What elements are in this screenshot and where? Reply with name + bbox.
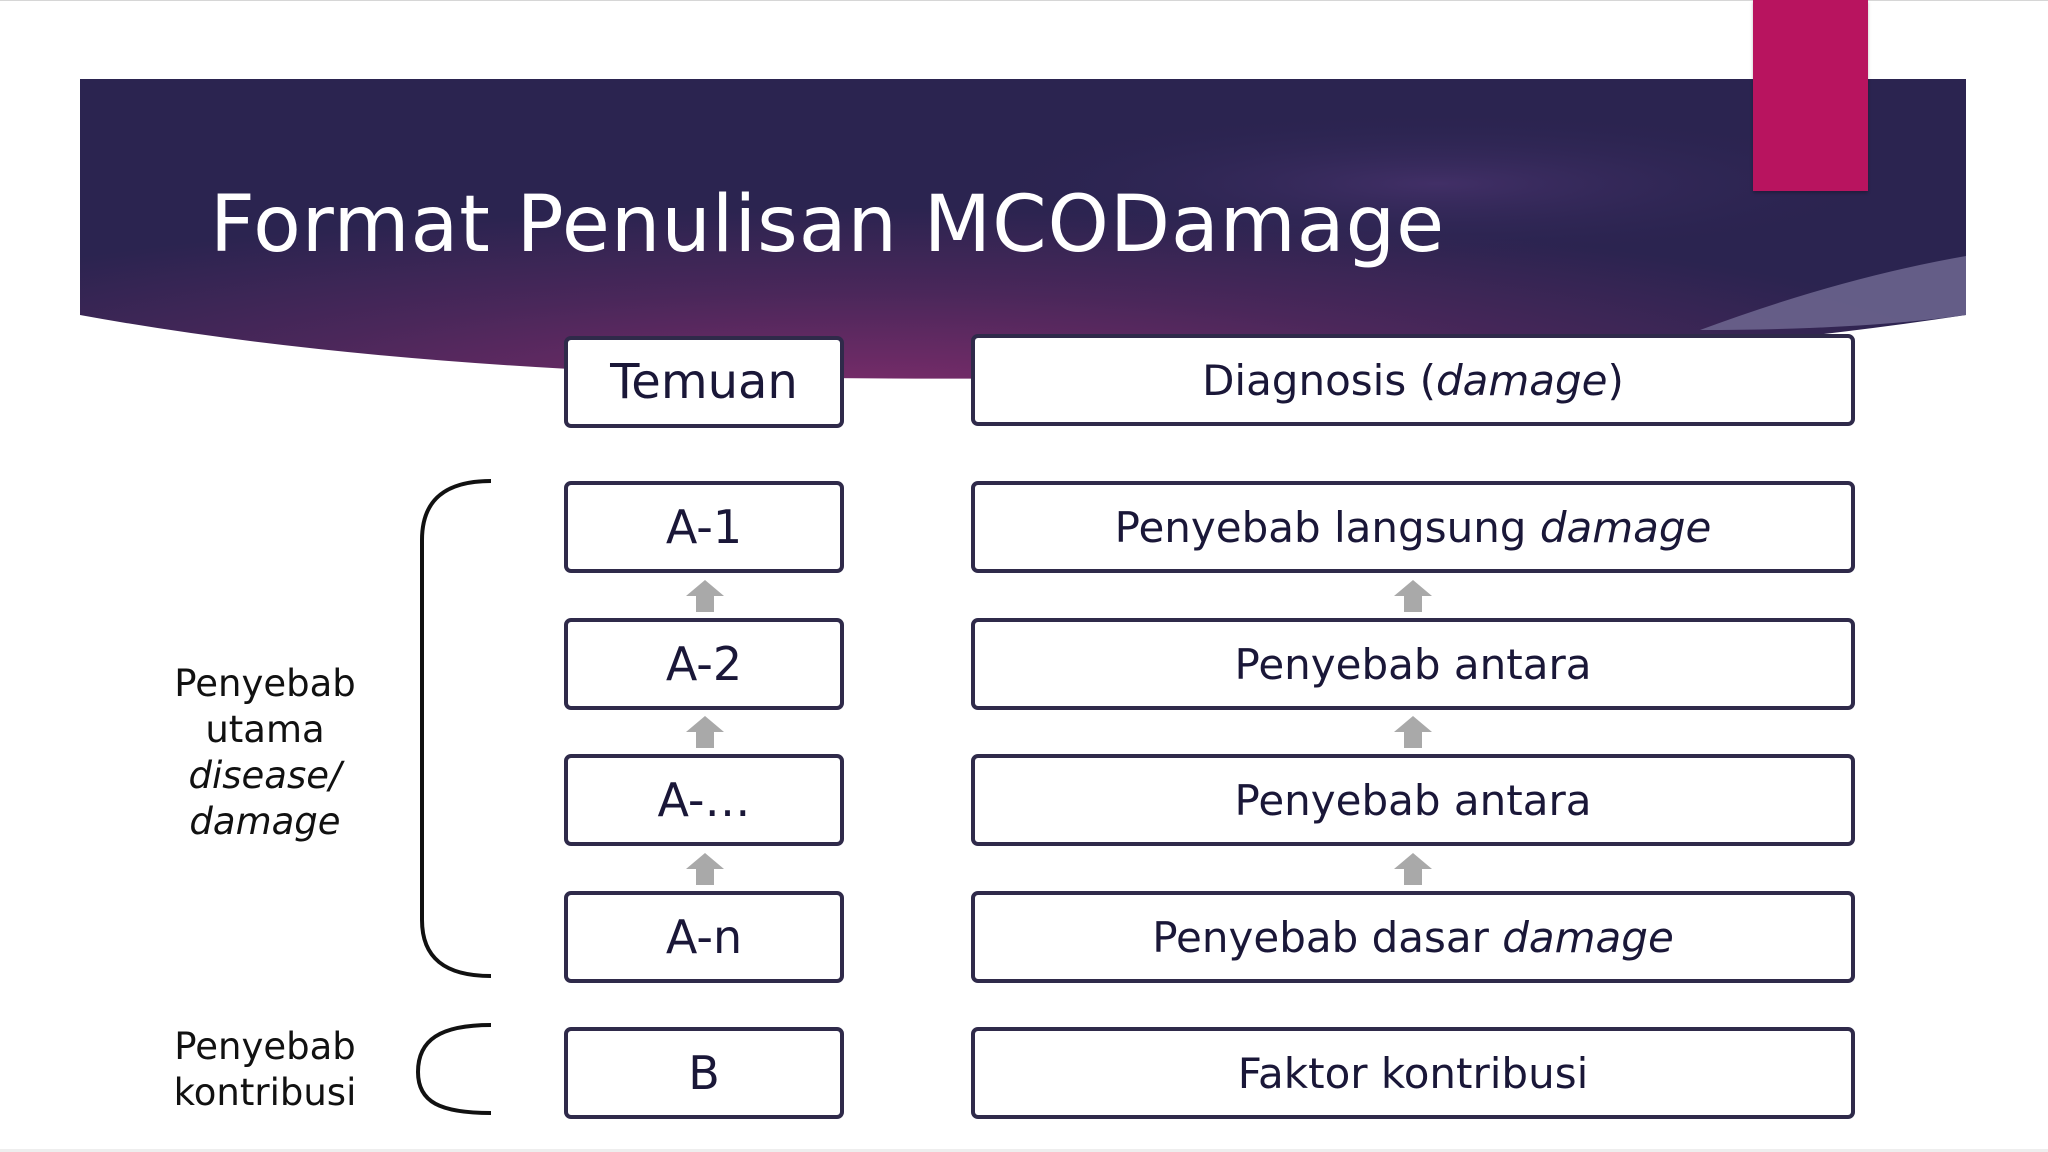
cause-label: Penyebab dasar [1152, 912, 1503, 962]
main-cause-label [150, 661, 380, 845]
cause-italic: damage [1502, 912, 1674, 962]
header-diagnosis-prefix: Diagnosis ( [1202, 355, 1436, 405]
header-diagnosis-italic: damage [1435, 355, 1608, 405]
main-cause-line: disease/ [188, 754, 342, 797]
contrib-cause-line: Penyebab [174, 1025, 356, 1068]
finding-label: B [688, 1046, 720, 1100]
contrib-cause-line: kontribusi [173, 1071, 357, 1114]
main-cause-line: Penyebab [174, 662, 356, 705]
cause-italic: damage [1539, 502, 1712, 552]
main-cause-line: utama [205, 708, 325, 751]
slide-title: Format Penulisan MCODamage [210, 180, 1446, 270]
cause-label: Penyebab antara [1234, 639, 1592, 689]
cause-label: Penyebab langsung [1114, 502, 1540, 552]
header-diagnosis-suffix: ) [1607, 355, 1624, 405]
main-cause-line: damage [189, 800, 341, 843]
finding-label: A-2 [665, 637, 743, 691]
main-cause-bracket [422, 481, 491, 976]
finding-label: A-n [665, 910, 743, 964]
cause-label: Faktor kontribusi [1237, 1048, 1589, 1098]
contributing-cause-label [150, 1024, 380, 1116]
finding-label: A-1 [665, 500, 743, 554]
header-temuan-label: Temuan [610, 354, 798, 410]
contributing-bracket [418, 1025, 491, 1113]
cause-label: Penyebab antara [1234, 775, 1592, 825]
finding-label: A-… [657, 773, 751, 827]
